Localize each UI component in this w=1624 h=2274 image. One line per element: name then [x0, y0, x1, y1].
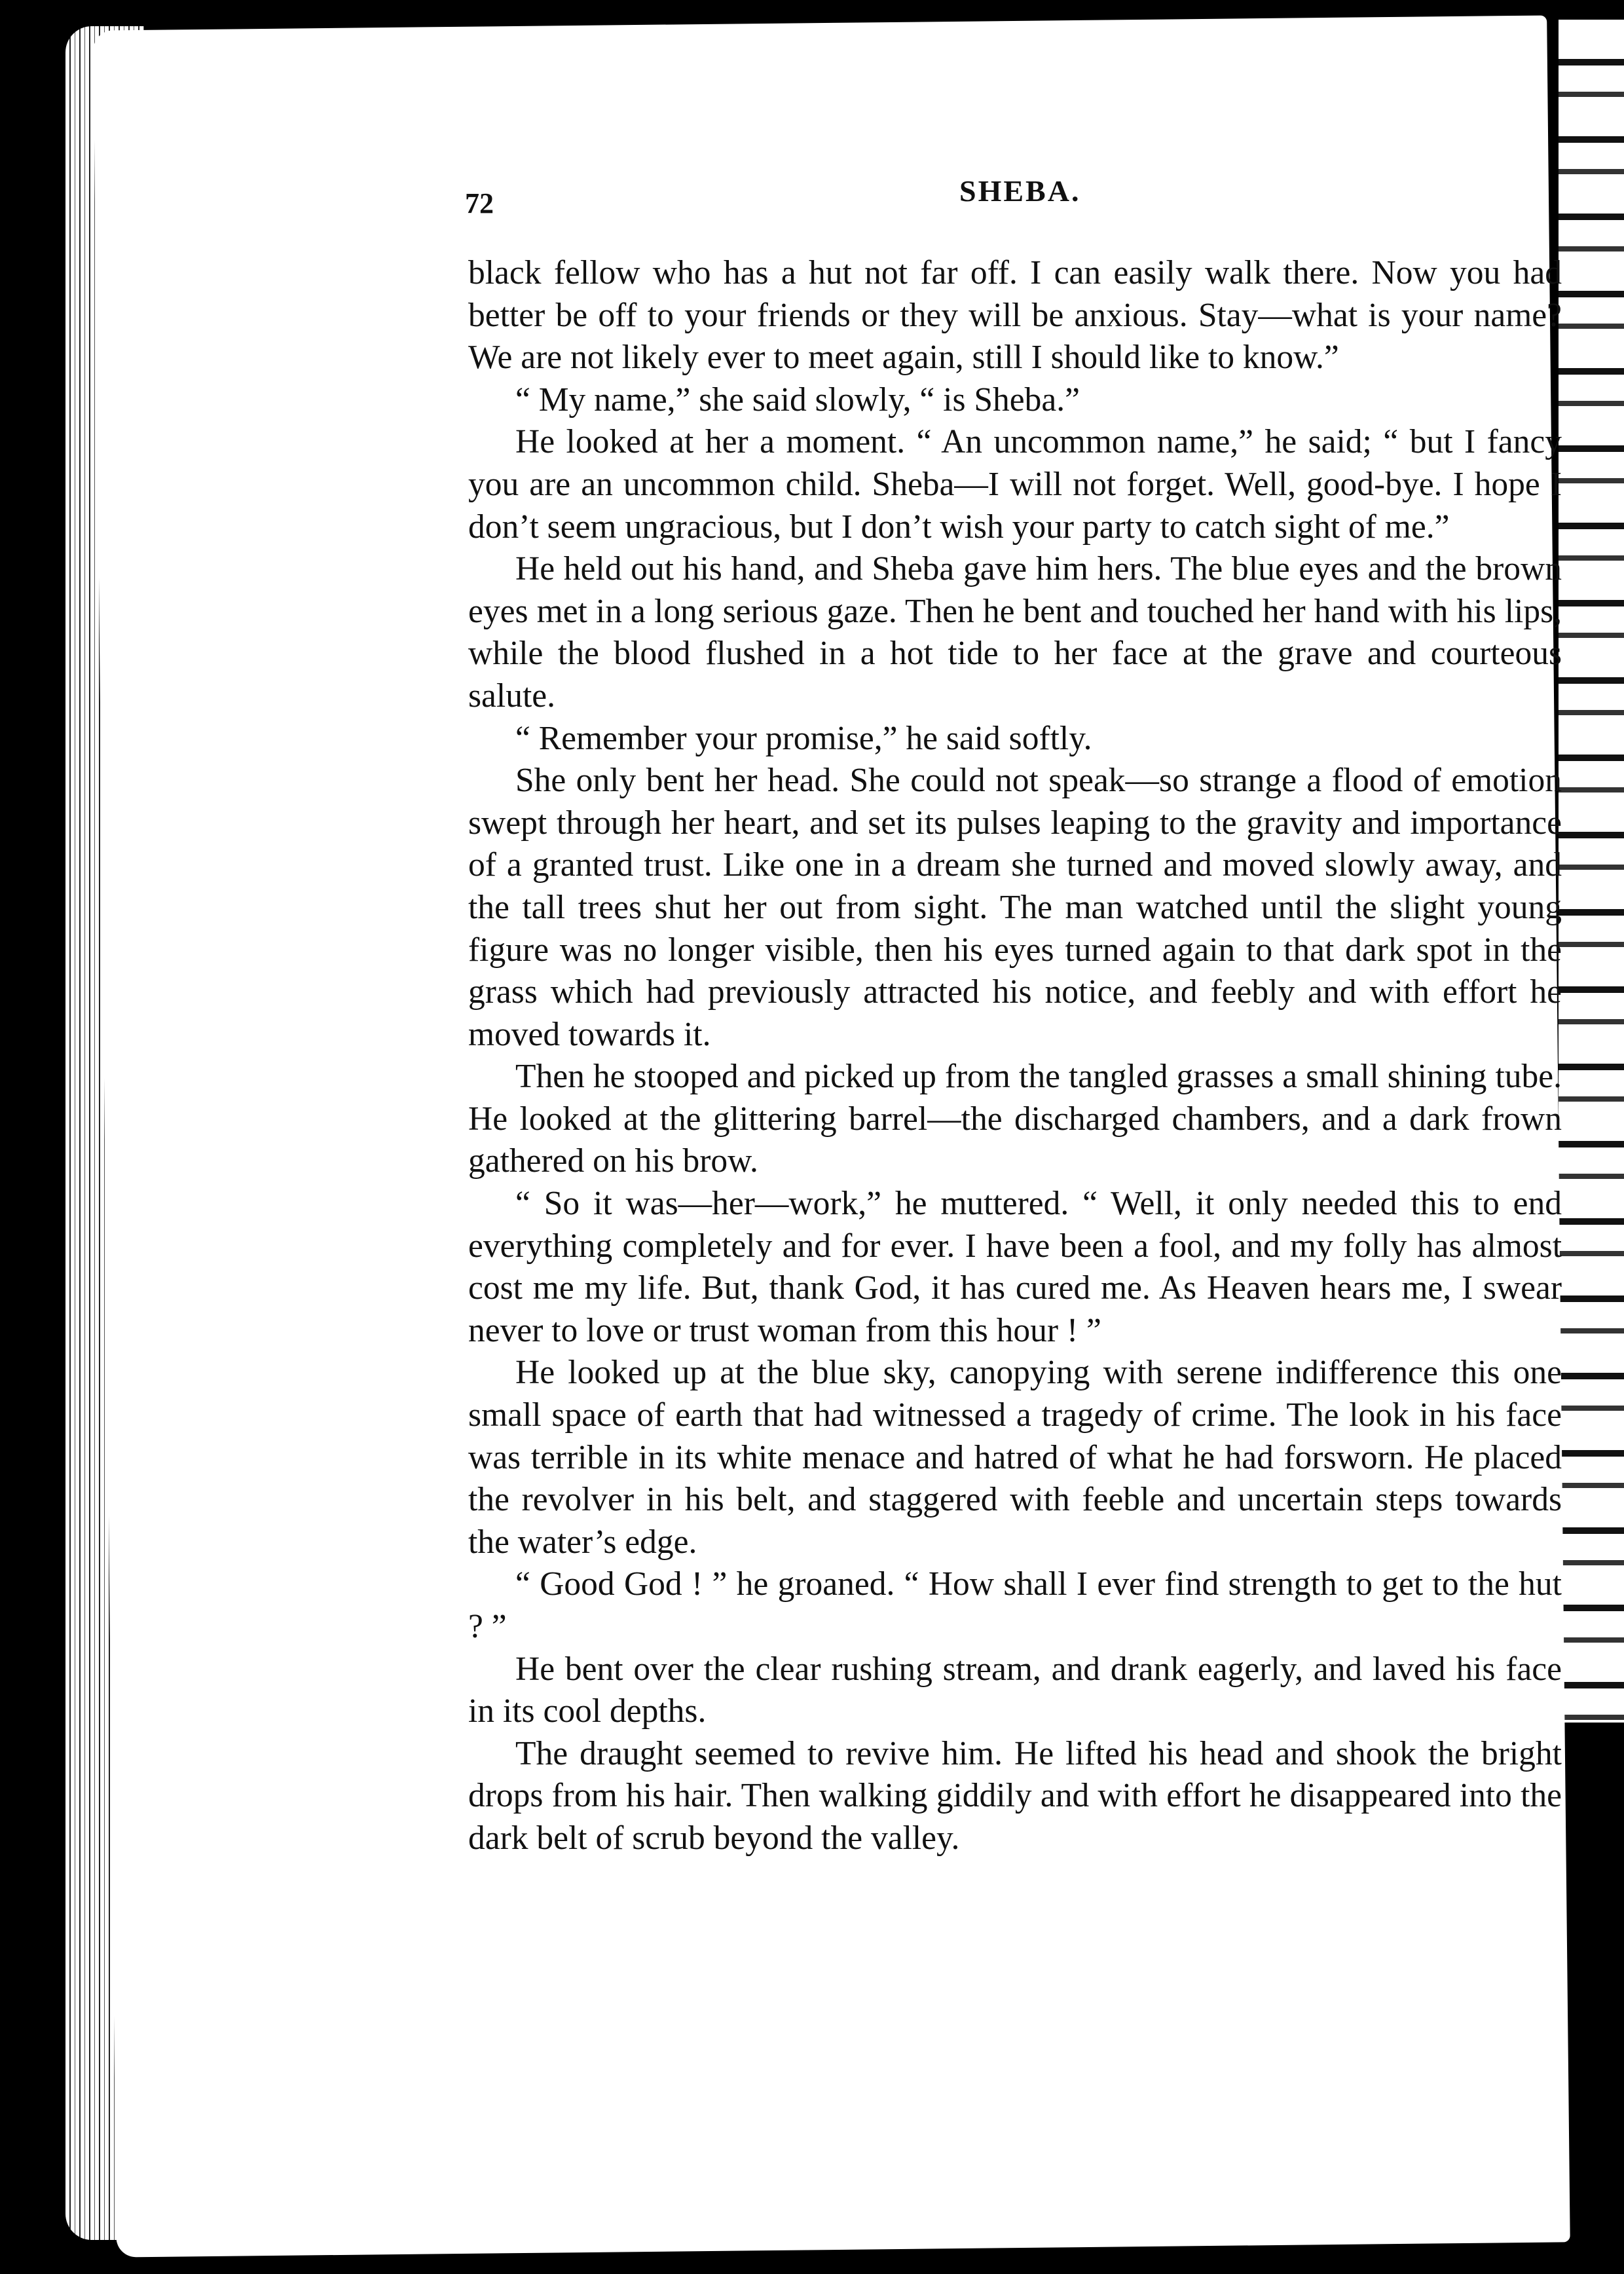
paragraph: Then he stooped and picked up from the tangled grasses a small shining tube. He looked at the glittering barrel—the discharged chambers, and a dark frown gathered on his brow.	[468, 1058, 1562, 1180]
paragraph: “ Good God ! ” he groaned. “ How shall I ever find strength to get to the hut ? ”	[468, 1565, 1562, 1645]
running-title: SHEBA.	[959, 174, 1081, 208]
paragraph: He bent over the clear rushing stream, and drank eagerly, and laved his face in its cool depths.	[468, 1650, 1562, 1730]
facing-page-edge	[1559, 20, 1624, 1723]
paragraph: He looked up at the blue sky, canopying with serene indifference this one small space of earth that had witnessed a tragedy of crime. The look in his face was terrible in its white menace and hatred of what he had forsworn. He placed the revolver in his belt, and staggered with feeble and uncertain steps towards the water’s edge.	[468, 1354, 1562, 1561]
page-number: 72	[465, 187, 494, 219]
paragraph: “ My name,” she said slowly, “ is Sheba.”	[515, 381, 1080, 419]
paragraph: “ Remember your promise,” he said softly.	[515, 719, 1092, 757]
paragraph: The draught seemed to revive him. He lifted his head and shook the bright drops from his hair. Then walking giddily and with effort he disappeared into the dark belt of scrub beyond the valley.	[468, 1734, 1562, 1857]
paragraph: black fellow who has a hut not far off. I can easily walk there. Now you had better be off to your friends or they will be anxious. Stay—what is your name? We are not likely ever to meet again, still I should like to know.”	[468, 254, 1562, 377]
paragraph: He held out his hand, and Sheba gave him hers. The blue eyes and the brown eyes met in a long serious gaze. Then he bent and touched her hand with his lips, while the blood flushed in a hot tide to her face at the grave and courteous salute.	[468, 550, 1562, 715]
paragraph: He looked at her a moment. “ An uncommon name,” he said; “ but I fancy you are an uncommon child. Sheba—I will not forget. Well, good-bye. I hope I don’t seem ungracious, but I don’t wish your party to catch sight of me.”	[468, 423, 1562, 546]
body-text	[468, 252, 1562, 1860]
paragraph: She only bent her head. She could not speak—so strange a flood of emotion swept through her heart, and set its pulses leaping to the gravity and importance of a granted trust. Like one in a dream she turned and moved slowly away, and the tall trees shut her out from sight. The man watched until the slight young figure was no longer visible, then his eyes turned again to that dark spot in the grass which had previously attracted his notice, and feebly and with effort he moved towards it.	[468, 762, 1562, 1053]
paragraph: “ So it was—her—work,” he muttered. “ Well, it only needed this to end everything completely and for ever. I have been a fool, and my folly has almost cost me my life. But, thank God, it has cured me. As Heaven hears me, I swear never to love or trust woman from this hour ! ”	[468, 1185, 1562, 1349]
